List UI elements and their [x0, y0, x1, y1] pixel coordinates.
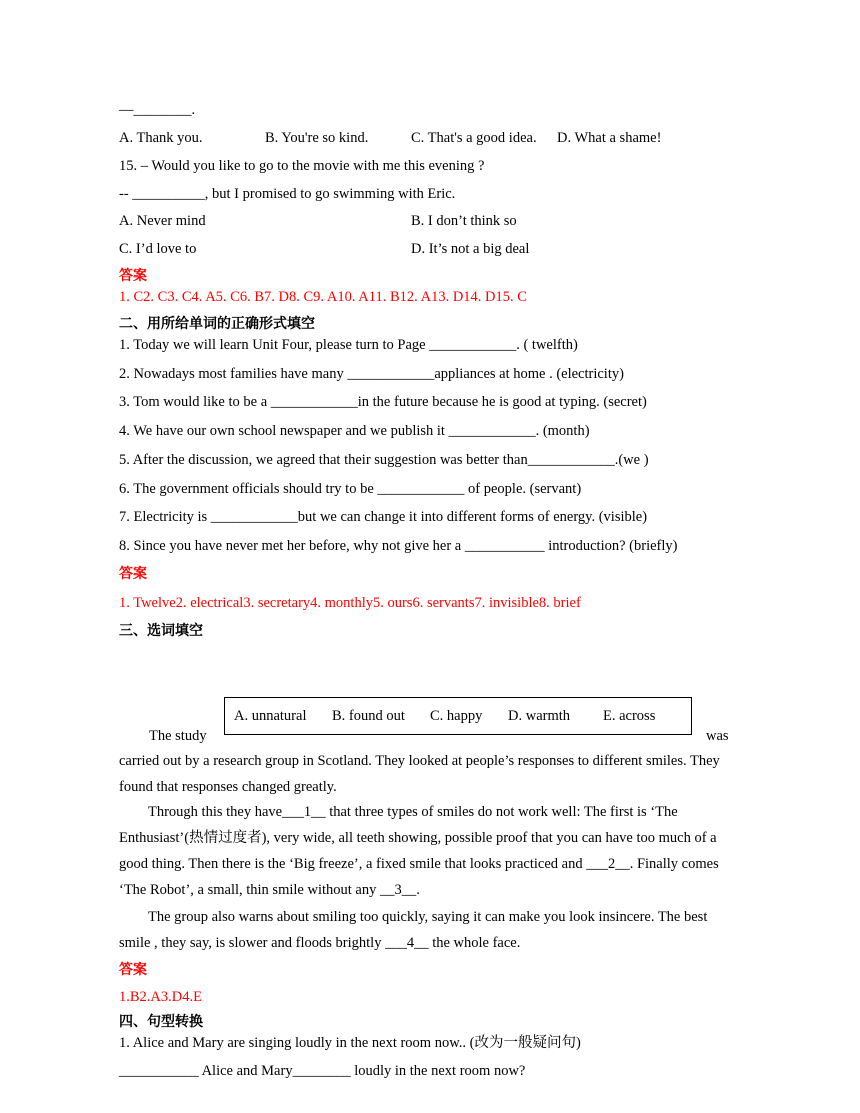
q14-option-d: D. What a shame!: [557, 130, 662, 146]
section4-item-1: 1. Alice and Mary are singing loudly in the next room now.. (改为一般疑问句): [119, 1035, 581, 1051]
passage-paragraph-2: Through this they have___1__ that three types of smiles do not work well: The first is ‘The Enthusiast’(热情过度者), very wide, all teeth showing, possible proof that you can have too much of a good thing. Then there is the ‘Big freeze’, a fixed smile that looks practiced and ___2__. Finally comes ‘The Robot’, a small, thin smile without any __3__.: [119, 804, 719, 898]
section2-item: 7. Electricity is ____________but we can change it into different forms of energy. (visible): [119, 509, 648, 525]
q15-option-b: B. I don’t think so: [411, 213, 517, 229]
q15-option-c: C. I’d love to: [119, 241, 197, 257]
section2-heading: 二、用所给单词的正确形式填空: [119, 316, 315, 332]
q14-option-c: C. That's a good idea.: [411, 130, 537, 146]
section3-answer-label: 答案: [119, 962, 147, 978]
section2-item: 1. Today we will learn Unit Four, please turn to Page ____________. ( twelfth): [119, 337, 578, 353]
q14-option-b: B. You're so kind.: [265, 130, 369, 146]
section2-answer-text: 1. Twelve2. electrical3. secretary4. monthly5. ours6. servants7. invisible8. brief: [119, 595, 581, 611]
section1-answer-text: 1. C2. C3. C4. A5. C6. B7. D8. C9. A10. A11. B12. A13. D14. D15. C: [119, 289, 527, 305]
q15-option-a: A. Never mind: [119, 213, 206, 229]
q14-option-a: A. Thank you.: [119, 130, 203, 146]
passage-paragraph-1: carried out by a research group in Scotland. They looked at people’s responses to different smiles. They found that responses changed greatly.: [119, 753, 720, 795]
word-option-e: E. across: [603, 708, 656, 724]
word-option-d: D. warmth: [508, 708, 571, 724]
section4-item-1-blank: ___________ Alice and Mary________ loudly in the next room now?: [119, 1063, 526, 1079]
section2-answer-label: 答案: [119, 566, 147, 582]
q15-question: 15. – Would you like to go to the movie with me this evening ?: [119, 158, 485, 174]
word-box: [224, 697, 692, 735]
passage-paragraph-3: The group also warns about smiling too quickly, saying it can make you look insincere. The best smile , they say, is slower and floods brightly ___4__ the whole face.: [119, 909, 708, 951]
passage-start: The study: [149, 728, 207, 744]
section2-item: 5. After the discussion, we agreed that their suggestion was better than____________.(we ): [119, 452, 649, 468]
section2-item: 3. Tom would like to be a ____________in the future because he is good at typing. (secret): [119, 394, 647, 410]
q14-reply: —________.: [119, 102, 196, 118]
word-option-c: C. happy: [430, 708, 483, 724]
q15-option-d: D. It’s not a big deal: [411, 241, 530, 257]
section4-heading: 四、句型转换: [119, 1014, 203, 1030]
word-option-b: B. found out: [332, 708, 405, 724]
section2-item: 2. Nowadays most families have many ____________appliances at home . (electricity): [119, 366, 624, 382]
section2-item: 6. The government officials should try to be ____________ of people. (servant): [119, 481, 582, 497]
section3-heading: 三、选词填空: [119, 623, 203, 639]
section1-answer-label: 答案: [119, 268, 147, 284]
word-option-a: A. unnatural: [234, 708, 307, 724]
section2-item: 8. Since you have never met her before, why not give her a ___________ introduction? (briefly): [119, 538, 678, 554]
q15-reply: -- __________, but I promised to go swimming with Eric.: [119, 186, 456, 202]
section3-answer-text: 1.B2.A3.D4.E: [119, 989, 202, 1005]
section2-item: 4. We have our own school newspaper and we publish it ____________. (month): [119, 423, 590, 439]
passage-was: was: [706, 728, 729, 744]
